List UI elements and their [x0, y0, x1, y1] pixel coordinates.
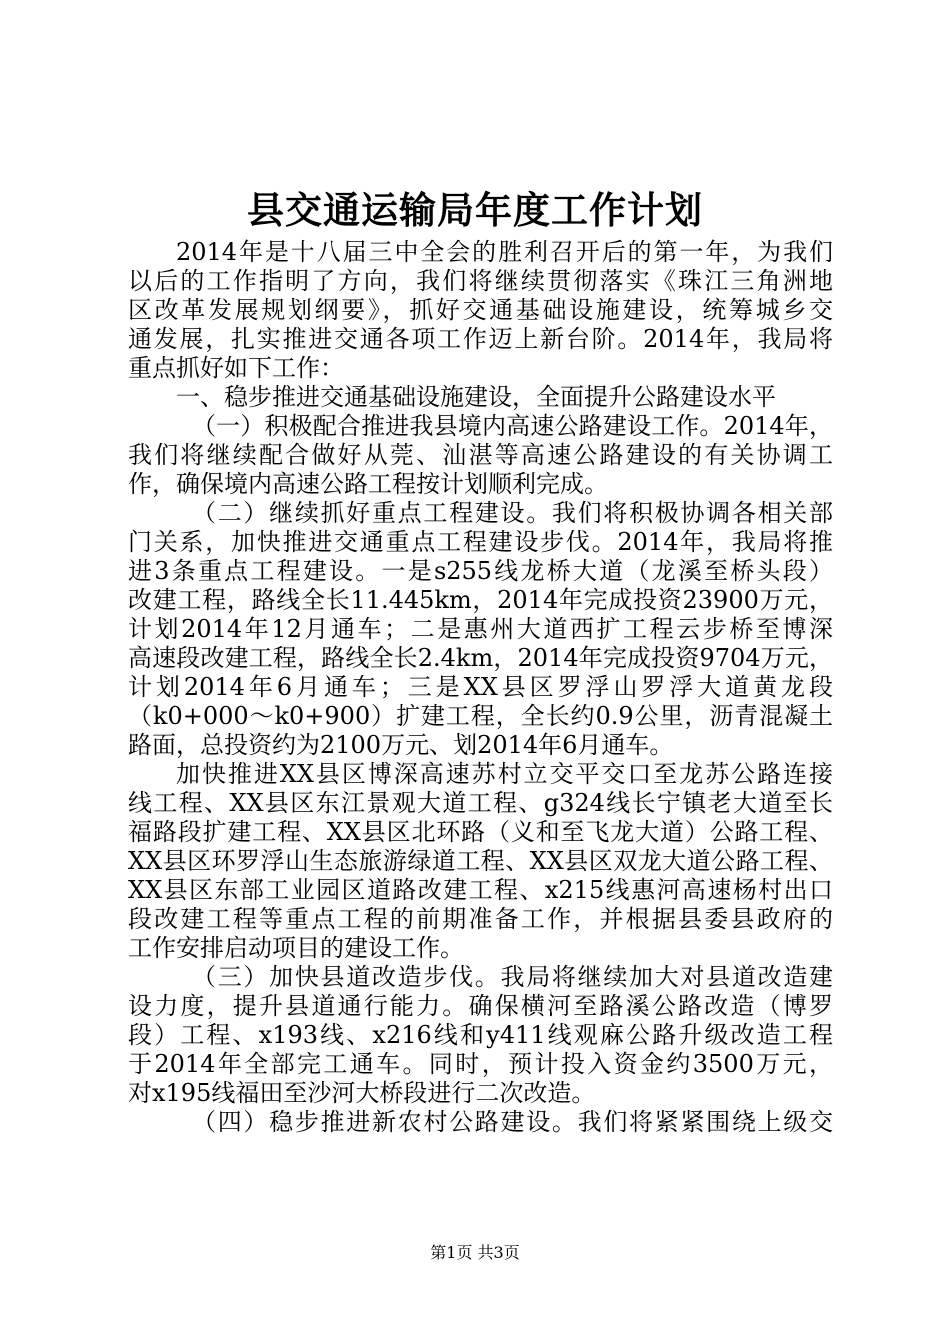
text-line: 工作安排启动项目的建设工作。 — [128, 934, 464, 962]
text-line: 以后的工作指明了方向，我们将继续贯彻落实《珠江三角洲地 — [128, 267, 833, 295]
text-line: 进3条重点工程建设。一是s255线龙桥大道（龙溪至桥头段） — [128, 557, 833, 585]
document-body — [128, 238, 833, 1137]
text-line: 路面，总投资约为2100万元、划2014年6月通车。 — [128, 731, 674, 759]
page-footer: 第1页 共3页 — [430, 1243, 520, 1262]
text-line: 高速段改建工程，路线全长2.4km，2014年完成投资9704万元， — [128, 644, 833, 672]
text-line: （四）稳步推进新农村公路建设。我们将紧紧围绕上级交 — [192, 1108, 833, 1136]
text-line: 门关系，加快推进交通重点工程建设步伐。2014年，我局将推 — [128, 528, 833, 556]
text-line: 2014年是十八届三中全会的胜利召开后的第一年，为我们 — [176, 238, 833, 266]
text-line: 我们将继续配合做好从莞、汕湛等高速公路建设的有关协调工 — [128, 441, 833, 469]
text-line: 重点抓好如下工作： — [128, 354, 344, 382]
section-heading: 一、稳步推进交通基础设施建设，全面提升公路建设水平 — [176, 383, 776, 411]
text-line: （三）加快县道改造步伐。我局将继续加大对县道改造建 — [192, 963, 833, 991]
text-line: 通发展，扎实推进交通各项工作迈上新台阶。2014年，我局将 — [128, 325, 833, 353]
text-line: （k0+000～k0+900）扩建工程，全长约0.9公里，沥青混凝土 — [128, 702, 833, 730]
text-line: XX县区环罗浮山生态旅游绿道工程、XX县区双龙大道公路工程、 — [128, 847, 833, 875]
text-line: 段改建工程等重点工程的前期准备工作，并根据县委县政府的 — [128, 905, 833, 933]
document-title: 县交通运输局年度工作计划 — [247, 188, 703, 232]
text-line: 于2014年全部完工通车。同时，预计投入资金约3500万元， — [128, 1050, 833, 1078]
text-line: 线工程、XX县区东江景观大道工程、g324线长宁镇老大道至长 — [128, 789, 833, 817]
text-line: 加快推进XX县区博深高速苏村立交平交口至龙苏公路连接 — [176, 760, 833, 788]
text-line: 计划2014年12月通车；二是惠州大道西扩工程云步桥至博深 — [128, 615, 833, 643]
text-line: 对x195线福田至沙河大桥段进行二次改造。 — [128, 1079, 596, 1107]
text-line: 段）工程、x193线、x216线和y411线观麻公路升级改造工程 — [128, 1021, 833, 1049]
text-line: （一）积极配合推进我县境内高速公路建设工作。2014年， — [192, 412, 833, 440]
text-line: 设力度，提升县道通行能力。确保横河至路溪公路改造（博罗 — [128, 992, 833, 1020]
text-line: 福路段扩建工程、XX县区北环路（义和至飞龙大道）公路工程、 — [128, 818, 833, 846]
text-line: XX县区东部工业园区道路改建工程、x215线惠河高速杨村出口 — [128, 876, 833, 904]
text-line: 计划2014年6月通车；三是XX县区罗浮山罗浮大道黄龙段 — [128, 673, 833, 701]
text-line: 区改革发展规划纲要》，抓好交通基础设施建设，统筹城乡交 — [128, 296, 833, 324]
text-line: 改建工程，路线全长11.445km，2014年完成投资23900万元， — [128, 586, 833, 614]
text-line: （二）继续抓好重点工程建设。我们将积极协调各相关部 — [192, 499, 833, 527]
text-line: 作，确保境内高速公路工程按计划顺利完成。 — [128, 470, 608, 498]
